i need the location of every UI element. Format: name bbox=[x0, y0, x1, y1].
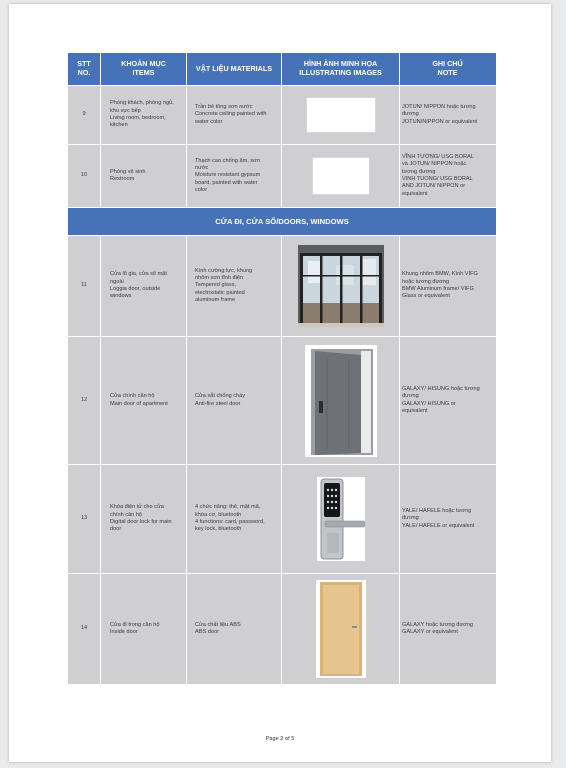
digital-lock-icon bbox=[317, 477, 365, 561]
materials-table bbox=[68, 53, 496, 685]
row-number: 10 bbox=[68, 145, 101, 208]
row-image bbox=[282, 574, 400, 685]
row-note: JOTUN/ NIPPON hoặc tương đương JOTUN/NIPPON or equivalent bbox=[400, 86, 496, 145]
page-footer: Page 2 of 5 bbox=[265, 736, 295, 742]
row-material: 4 chức năng: thẻ, mật mã, khóa cơ, bluetooth 4 functions: card, password, key lock, bluetooth bbox=[187, 465, 282, 574]
section-header-doors-windows: CỬA ĐI, CỬA SỔ/DOORS, WINDOWS bbox=[68, 208, 496, 236]
row-material: Kính cường lực, khung nhôm sơn tĩnh điện Tempered glass, electrostatic painted aluminum frame bbox=[187, 236, 282, 337]
row-note: YALE/ HAFELE hoặc tương đương YALE/ HAFELE or equivalent bbox=[400, 465, 496, 574]
document-page bbox=[9, 4, 551, 762]
row-number: 9 bbox=[68, 86, 101, 145]
row-image bbox=[282, 86, 400, 145]
table-header bbox=[68, 53, 496, 86]
row-note: GALAXY hoặc tương đương GALAXY or equivalent bbox=[400, 574, 496, 685]
white-gypsum-swatch bbox=[312, 157, 370, 195]
row-number: 13 bbox=[68, 465, 101, 574]
row-item: Cửa đi trong căn hộ Inside door bbox=[101, 574, 187, 685]
row-item: Phòng khách, phòng ngủ, khu vực bếp Living room, bedroom, kitchen bbox=[101, 86, 187, 145]
row-image bbox=[282, 236, 400, 337]
table-row bbox=[68, 337, 496, 465]
row-image bbox=[282, 465, 400, 574]
row-item: Khóa điện tử cho cửa chính căn hộ Digital door lock for main door bbox=[101, 465, 187, 574]
row-item: Cửa chính căn hộ Main door of apartment bbox=[101, 337, 187, 465]
row-number: 12 bbox=[68, 337, 101, 465]
row-note: VĨNH TƯỜNG/ USG BORAL và JOTUN/ NIPPON hoặc tương đương VINH TUONG/ USG BORAL AND JOTUN/ NIPPON or equivalent bbox=[400, 145, 496, 208]
table-row bbox=[68, 574, 496, 685]
header-materials: VẬT LIỆU MATERIALS bbox=[187, 53, 282, 86]
row-image bbox=[282, 145, 400, 208]
row-number: 14 bbox=[68, 574, 101, 685]
row-note: GALAXY/ HISUNG hoặc tương đương GALAXY/ HISUNG or equivalent bbox=[400, 337, 496, 465]
header-stt: STT NO. bbox=[68, 53, 101, 86]
white-ceiling-swatch bbox=[306, 97, 376, 133]
steel-door-icon bbox=[305, 345, 377, 457]
table-row bbox=[68, 145, 496, 208]
header-images: HÌNH ẢNH MINH HỌA ILLUSTRATING IMAGES bbox=[282, 53, 400, 86]
row-material: Trần bê tông sơn nước Concrete ceiling painted with water color bbox=[187, 86, 282, 145]
row-item: Phòng vệ sinh Restroom bbox=[101, 145, 187, 208]
row-number: 11 bbox=[68, 236, 101, 337]
window-icon bbox=[298, 245, 384, 327]
row-material: Cửa sắt chống cháy Anti-fire steel door bbox=[187, 337, 282, 465]
row-material: Cửa chất liệu ABS ABS door bbox=[187, 574, 282, 685]
table-row bbox=[68, 236, 496, 337]
table-row bbox=[68, 86, 496, 145]
header-items: KHOẢN MỤC ITEMS bbox=[101, 53, 187, 86]
wood-door-icon bbox=[316, 580, 366, 678]
header-note: GHI CHÚ NOTE bbox=[400, 53, 496, 86]
row-material: Thạch cao chống ẩm, sơn nước Moisture resistant gypsum board, painted with water color bbox=[187, 145, 282, 208]
row-item: Cửa lô gia, cửa sổ mặt ngoài Loggia door, outside windows bbox=[101, 236, 187, 337]
table-row bbox=[68, 465, 496, 574]
row-note: Khung nhôm BMW, Kính VIFG hoặc tương đương BMW Aluminum frame/ VIFG Glass or equivalent bbox=[400, 236, 496, 337]
row-image bbox=[282, 337, 400, 465]
